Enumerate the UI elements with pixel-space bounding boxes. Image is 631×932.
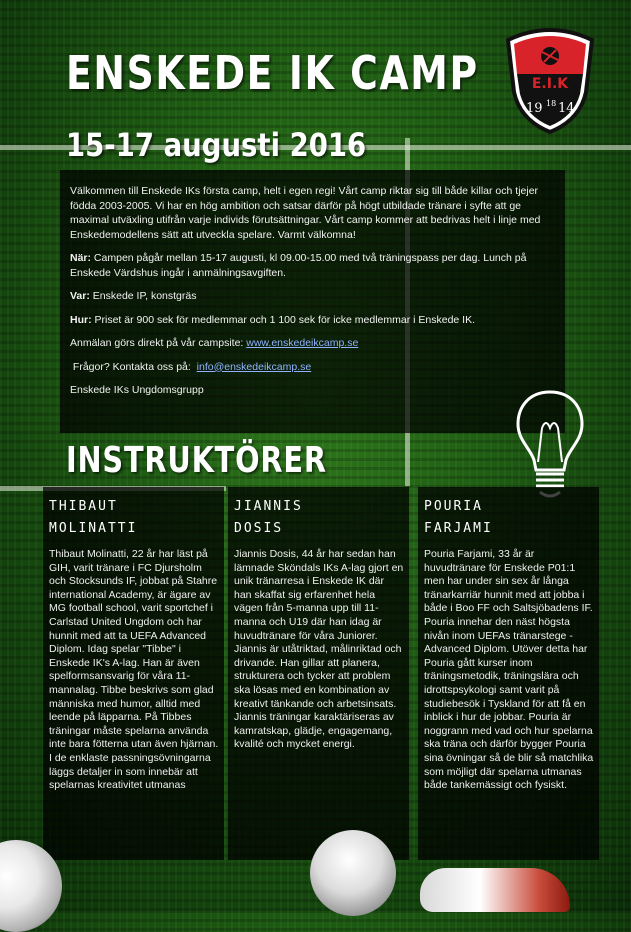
signup-paragraph — [70, 336, 557, 351]
when-label: När: — [70, 252, 92, 264]
logo-year-mid: 18 — [546, 99, 557, 108]
instructor-first-name: JIANNIS — [234, 499, 303, 514]
signup-text: Anmälan görs direkt på vår campsite: — [70, 337, 247, 349]
instructor-first-name: THIBAUT — [49, 499, 118, 514]
instructor-bio: Pouria Farjami, 33 år är huvudtränare för Enskede P01:1 men har under sin sex år långa tränarkarriär hunnit med att jobba i både i Boo FF och Saltsjöbadens IF. Pouria innehar den näst högsta nivån inom UEFAs tränarstege - Advanced Diplom. Utöver detta har Pouria gått kurser inom träningsmetodik, träningslära och idrottspsykologi samt varit på studiebesök i Tyskland för att få en inblick i hur de jobbar. Pouria är noggrann med vad och hur spelarna ska träna och därför bygger Pouria sina övningar så de blir så matchlika som möjligt där spelarna utmanas både tankemässigt och fysiskt. — [424, 548, 594, 792]
where-paragraph — [70, 289, 557, 304]
instructor-name — [49, 496, 219, 540]
instructor-name — [234, 496, 404, 540]
instructor-bio: Thibaut Molinatti, 22 år har läst på GIH, varit tränare i FC Djursholm och Stocksunds IF, jobbat på Stahre international Academy, är ägare av MG football school, varit sportchef i Carlstad United Ungdom och har hunnit med att ta UEFA Advanced Diplom. Idag spelar "Tibbe" i Enskede IK's A-lag. Han är även spelformsansvarig för våra 11-mannalag. Tibbe beskrivs som glad människa med humor, alltid med leende på läpparna. På Tibbes träningar måste spelarna använda inte bara fötterna utan även hjärnan. I de enklaste passningsövningarna läggs detaljer in som innebär att spelarnas kreativitet utmanas — [49, 548, 219, 792]
email-link[interactable]: info@enskedeikcamp.se — [196, 360, 312, 373]
instructor-name — [424, 496, 594, 540]
signature: Enskede IKs Ungdomsgrupp — [70, 384, 204, 396]
intro-text: Välkommen till Enskede IKs första camp, helt i egen regi! Vårt camp riktar sig till både killar och tjejer födda 2003-2005. Vi har en hög ambition och satsar därför på högt utbildade tränare i syfte att ge maximal utväxling utifrån varje individs förutsättningar. Vårt camp kommer att bedrivas helt i linje med Enskedemodellens sätt att utveckla spelare. Varmt välkomna! — [70, 185, 541, 241]
logo-letters: E.I.K — [531, 76, 569, 92]
football-image — [310, 830, 396, 916]
instructor-first-name: POURIA — [424, 499, 483, 514]
instructor-card — [418, 487, 599, 860]
instructors-heading: INSTRUKTÖRER — [66, 440, 327, 481]
where-label: Var: — [70, 290, 90, 302]
instructor-card — [228, 487, 409, 860]
where-text: Enskede IP, konstgräs — [89, 290, 197, 302]
when-text: Campen pågår mellan 15-17 augusti, kl 09.00-15.00 med två träningspass per dag. Lunch på Enskede Värdshus ingår i anmälningsavgiften. — [70, 252, 527, 279]
how-paragraph — [70, 313, 557, 328]
contact-paragraph — [70, 360, 557, 375]
how-label: Hur: — [70, 313, 92, 326]
instructor-card — [43, 487, 224, 860]
camp-dates: 15-17 augusti 2016 — [66, 126, 367, 164]
info-box — [60, 170, 565, 433]
football-boot-image — [420, 868, 570, 912]
when-paragraph — [70, 251, 557, 280]
instructor-bio: Jiannis Dosis, 44 år har sedan han lämnade Sköndals IKs A-lag gjort en unik tränarresa i Enskede IK där han skaffat sig erfarenhet hela vägen från 5-manna upp till 11-manna och U19 där han idag är huvudtränare för våra Juniorer. Jiannis är utåtriktad, målinriktad och drivande. Han gillar att planera, strukturera och tycker att problem ska lösas med en kombination av kreativt tänkande och arbetsinsats. Jiannis träningar karaktäriseras av kamratskap, glädje, engagemang, kvalité och mycket energi. — [234, 548, 404, 751]
instructor-last-name: DOSIS — [234, 521, 284, 536]
campsite-link[interactable]: www.enskedeikcamp.se — [246, 337, 359, 349]
how-text: Priset är 900 sek för medlemmar och 1 100 sek för icke medlemmar i Enskede IK. — [91, 313, 475, 326]
club-logo — [500, 22, 600, 134]
logo-year-right: 14 — [558, 101, 575, 116]
contact-text: Frågor? Kontakta oss på: — [70, 360, 197, 373]
instructor-last-name: FARJAMI — [424, 521, 493, 536]
logo-year-left: 19 — [526, 101, 543, 116]
page-title: ENSKEDE IK CAMP — [66, 46, 479, 100]
instructor-last-name: MOLINATTI — [49, 521, 138, 536]
